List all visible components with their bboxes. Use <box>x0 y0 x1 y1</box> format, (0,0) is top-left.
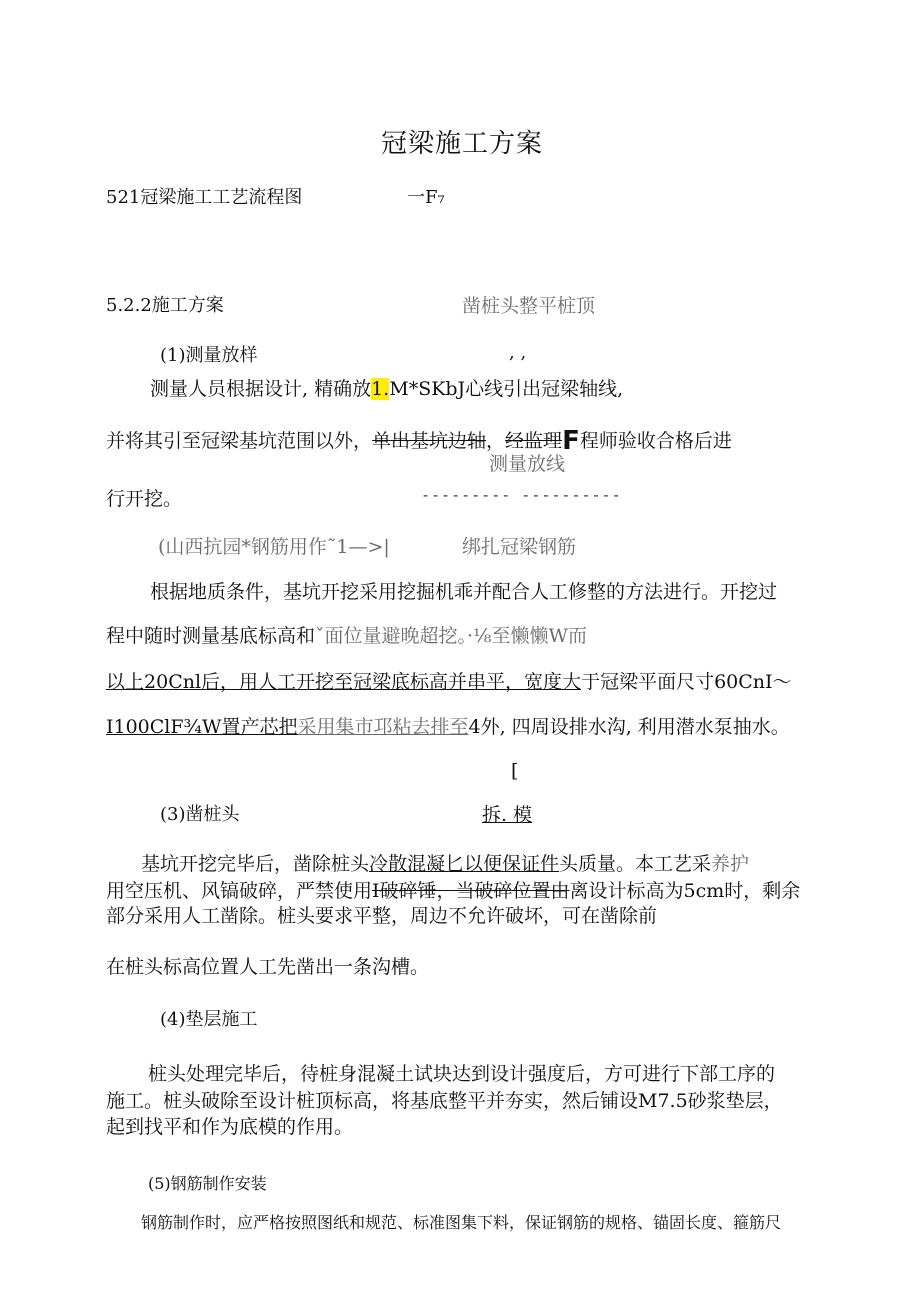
p1-line1 <box>150 380 623 399</box>
p3-line1-underlined: 冷散混凝匕以便保证件 <box>369 853 560 875</box>
p2-line4-gray: 采用集市邛粘去排至 <box>297 716 469 738</box>
p3-line1-text-a: 基坑开挖完毕后，凿除桩头 <box>141 853 370 875</box>
flow-step-pile-head: 凿桩头整平桩顶 <box>462 295 596 317</box>
p1-heading: (1)测量放样 <box>160 345 258 366</box>
section-521-heading: 521冠梁施工工艺流程图 <box>106 187 303 208</box>
flow-bracket: [ <box>511 760 519 782</box>
p3-line2 <box>106 882 800 901</box>
p3-line2-text-b: 离设计标高为5cm时，剩余 <box>569 880 801 902</box>
p2-line3-underlined: Cnl后，用人工开挖 <box>168 671 335 693</box>
p3-heading: (3)凿桩头 <box>160 804 240 825</box>
p4-line2: 施工。桩头破除至设计桩顶标高，将基底整平并夯实，然后铺设M7.5砂浆垫层， <box>106 1090 783 1112</box>
p2-line2-text-b: ˇ面位量避晚超挖。·⅛至懒懒W而 <box>315 625 588 647</box>
p2-line4 <box>106 718 790 737</box>
flow-comma-mark: , , <box>509 342 527 363</box>
p1-line2-strike1: 单出基坑边轴 <box>372 430 487 452</box>
p1-line2-text-a: 并将其引至冠梁基坑范围以外， <box>106 430 373 452</box>
p1-line2-strike2: 经监理 <box>505 430 563 452</box>
p3-line4: 在桩头标高位置人工先凿出一条沟槽。 <box>106 956 430 978</box>
p3-line3: 部分采用人工凿除。桩头要求平整，周边不允许破坏，可在凿除前 <box>106 905 658 927</box>
flow-step-rebar: 绑扎冠梁钢筋 <box>462 536 577 558</box>
flow-dashes: --------- ---------- <box>421 486 622 504</box>
p2-line3 <box>106 673 792 692</box>
p4-line1: 桩头处理完毕后，待桩身混凝土试块达到设计强度后，方可进行下部工序的 <box>148 1063 776 1085</box>
p2-line3-text-a: 以上20 <box>106 671 169 693</box>
section-522-heading: 5.2.2施工方案 <box>106 295 224 316</box>
p3-line1-text-b: 头质量。本工艺采 <box>559 853 712 875</box>
p4-heading: (4)垫层施工 <box>160 1009 258 1030</box>
p1-line2-big-f: F <box>562 426 580 456</box>
p3-line2-strike: I破碎锤，当破碎位置由 <box>372 880 570 902</box>
p1-line1-highlight: 1. <box>371 378 390 400</box>
p4-line3: 起到找平和作为底模的作用。 <box>106 1116 354 1138</box>
p3-line1-gray: 养护 <box>711 853 750 875</box>
p2-line1: 根据地质条件，基坑开挖采用挖掘机乖并配合人工修整的方法进行。开挖过 <box>150 581 778 603</box>
p2-line2 <box>106 627 587 646</box>
p1-line3: 行开挖。 <box>106 488 183 510</box>
flow-step-formwork: 拆. 模 <box>482 804 533 826</box>
p1-line2-text-c: 程师验收合格后进 <box>579 430 732 452</box>
p1-line2-text-b: ， <box>486 430 506 452</box>
p2-line4-text-a: I100ClF¾W置产芯把 <box>106 716 298 738</box>
section-521-mark: 一F₇ <box>407 187 445 208</box>
p2-line2-text-a: 程中随时测量基底标高和 <box>106 625 316 647</box>
p2-heading: (山西抗园*钢筋用作˜1—>| <box>158 536 390 558</box>
p2-line4-text-b: 4外, 四周设排水沟, 利用潜水泵抽水。 <box>468 716 790 738</box>
p3-line2-text-a: 用空压机、风镐破碎，严禁使用 <box>106 880 373 902</box>
p1-line1-text-b: M*SKbJ心线引出冠梁轴线, <box>389 378 624 400</box>
p2-line3-text-b: 至冠梁底标高并串平，宽度大 <box>334 671 582 693</box>
p1-line1-text-a: 测量人员根据设计, 精确放 <box>150 378 372 400</box>
flow-step-survey: 测量放线 <box>489 453 566 475</box>
p3-line1 <box>141 855 749 874</box>
p2-line3-text-c: 于冠梁平面尺寸60CnI～ <box>581 671 792 693</box>
p5-heading: (5)钢筋制作安装 <box>148 1174 267 1193</box>
page-title: 冠梁施工方案 <box>381 129 544 159</box>
p1-line2 <box>106 428 732 454</box>
p5-line1: 钢筋制作时，应严格按照图纸和规范、标准图集下料，保证钢筋的规格、锚固长度、箍筋尺 <box>141 1213 782 1232</box>
